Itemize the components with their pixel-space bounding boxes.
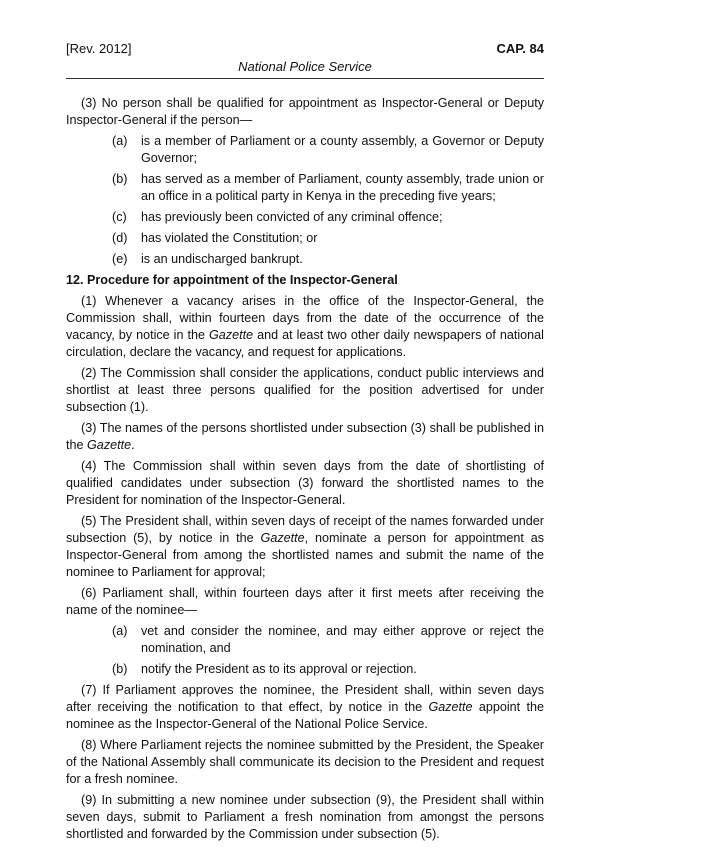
- running-title: National Police Service: [238, 59, 372, 74]
- gazette-term: Gazette: [209, 328, 254, 342]
- subsection-3-intro: (3) No person shall be qualified for appointment as Inspector-General or Deputy Inspector-General if the person—: [66, 96, 544, 127]
- list-item: [112, 230, 544, 247]
- gazette-term: Gazette: [428, 700, 473, 714]
- item-label: (d): [112, 231, 128, 245]
- item-label: (e): [112, 252, 128, 266]
- item-label: (c): [112, 210, 127, 224]
- item-text: vet and consider the nominee, and may either approve or reject the nomination, and: [141, 624, 544, 655]
- list-item: [112, 623, 544, 657]
- item-text: notify the President as to its approval or rejection.: [141, 662, 417, 676]
- subsection-3: (3) The names of the persons shortlisted under subsection (3) shall be published in the Gazette.: [66, 421, 544, 452]
- gazette-term: Gazette: [87, 438, 132, 452]
- item-label: (a): [112, 624, 128, 638]
- subsection-6-intro: (6) Parliament shall, within fourteen days after it first meets after receiving the name of the nominee—: [66, 586, 544, 617]
- subsection-1: (1) Whenever a vacancy arises in the office of the Inspector-General, the Commission shall, within fourteen days from the date of the occurrence of the vacancy, by notice in the Gazette and at least two other daily newspapers of national circulation, declare the vacancy, and request for applications.: [66, 294, 544, 359]
- subsection-2: (2) The Commission shall consider the applications, conduct public interviews and shortlist at least three persons qualified for the position advertised for under subsection (1).: [66, 366, 544, 414]
- list-item: [112, 171, 544, 205]
- list-item: [112, 209, 544, 226]
- subsection-8: (8) Where Parliament rejects the nominee submitted by the President, the Speaker of the National Assembly shall communicate its decision to the President and request for a fresh nominee.: [66, 738, 544, 786]
- item-label: (b): [112, 662, 128, 676]
- section-12-heading: 12. Procedure for appointment of the Inspector-General: [66, 273, 398, 287]
- subsection-5: (5) The President shall, within seven days of receipt of the names forwarded under subsection (5), by notice in the Gazette, nominate a person for appointment as Inspector-General from among the shortlisted names and submit the name of the nominee to Parliament for approval;: [66, 514, 545, 579]
- item-text: is an undischarged bankrupt.: [141, 252, 303, 266]
- item-text: has previously been convicted of any criminal offence;: [141, 210, 443, 224]
- item-text: has violated the Constitution; or: [141, 231, 318, 245]
- list-item: [112, 133, 544, 167]
- item-text: has served as a member of Parliament, county assembly, trade union or an office in a political party in Kenya in the preceding five years;: [141, 172, 544, 203]
- chapter-label: CAP. 84: [496, 41, 544, 56]
- item-label: (a): [112, 134, 128, 148]
- item-label: (b): [112, 172, 128, 186]
- document-body: [66, 95, 544, 847]
- list-item: [112, 661, 544, 678]
- list-item: [112, 251, 544, 268]
- revision-label: [Rev. 2012]: [66, 41, 132, 56]
- item-text: is a member of Parliament or a county assembly, a Governor or Deputy Governor;: [141, 134, 544, 165]
- header-divider: [66, 78, 544, 79]
- subsection-4: (4) The Commission shall within seven days from the date of shortlisting of qualified candidates under subsection (3) forward the shortlisted names to the President for nomination of the Inspector-General.: [66, 459, 544, 507]
- subsection-7: (7) If Parliament approves the nominee, the President shall, within seven days after receiving the notification to that effect, by notice in the Gazette appoint the nominee as the Inspector-General of the National Police Service.: [66, 683, 544, 731]
- gazette-term: Gazette: [260, 531, 305, 545]
- subsection-9: (9) In submitting a new nominee under subsection (9), the President shall within seven days, submit to Parliament a fresh nomination from amongst the persons shortlisted and forwarded by the Commission under subsection (5).: [66, 793, 544, 841]
